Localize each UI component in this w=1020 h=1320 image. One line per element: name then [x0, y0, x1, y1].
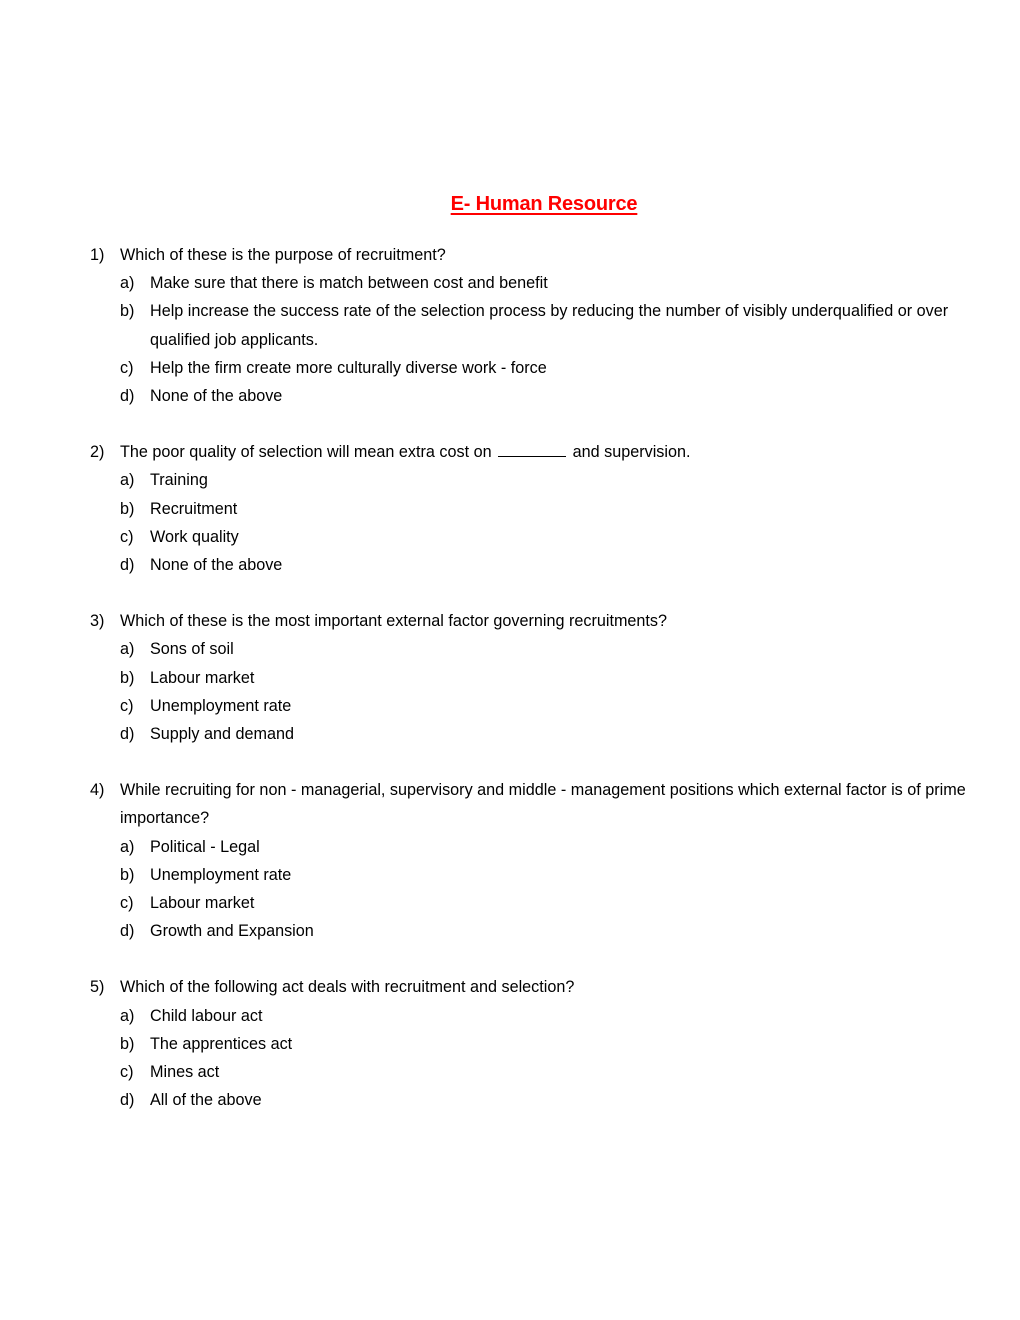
option-letter: a): [120, 640, 135, 659]
option-b: [90, 1030, 970, 1058]
option-text: Labour market: [150, 668, 255, 687]
option-list: [90, 833, 970, 946]
question-number: 4): [90, 781, 105, 800]
question-3: [90, 607, 970, 748]
question-4: [90, 776, 970, 945]
question-stem: [90, 438, 970, 466]
option-d: [90, 720, 970, 748]
option-c: [90, 1058, 970, 1086]
option-text: All of the above: [150, 1091, 262, 1110]
option-a: [90, 1002, 970, 1030]
option-list: [90, 466, 970, 579]
option-d: [90, 382, 970, 410]
question-number: 5): [90, 978, 105, 997]
question-stem: [90, 241, 970, 269]
option-text: Growth and Expansion: [150, 922, 314, 941]
option-text: Recruitment: [150, 499, 238, 518]
option-letter: b): [120, 668, 135, 687]
question-text: Which of these is the purpose of recruitment?: [120, 246, 446, 264]
option-text: Unemployment rate: [150, 865, 292, 884]
question-stem: [90, 776, 970, 832]
option-text: Sons of soil: [150, 640, 234, 659]
option-letter: a): [120, 274, 135, 293]
question-stem: [90, 973, 970, 1001]
option-letter: c): [120, 696, 134, 715]
option-b: [90, 297, 970, 353]
option-text: Child labour act: [150, 1006, 263, 1025]
option-d: [90, 551, 970, 579]
option-letter: b): [120, 1034, 135, 1053]
option-text: Political - Legal: [150, 837, 260, 856]
option-d: [90, 1086, 970, 1114]
question-text: Which of these is the most important external factor governing recruitments?: [120, 612, 668, 631]
option-text: Unemployment rate: [150, 696, 292, 715]
question-5: [90, 973, 970, 1114]
option-letter: c): [120, 358, 134, 377]
option-c: [90, 889, 970, 917]
option-letter: c): [120, 1063, 134, 1082]
question-stem: [90, 607, 970, 635]
question-2: [90, 438, 970, 579]
option-c: [90, 692, 970, 720]
question-text: Which of the following act deals with recruitment and selection?: [120, 978, 575, 997]
option-text: Help the firm create more culturally diverse work - force: [150, 358, 547, 377]
option-text: The apprentices act: [150, 1034, 293, 1053]
document-title: E- Human Resource: [450, 193, 638, 215]
option-b: [90, 664, 970, 692]
option-text: Supply and demand: [150, 725, 294, 744]
question-text: While recruiting for non - managerial, supervisory and middle - management positions which external factor is of prime importance?: [120, 781, 966, 828]
option-text: None of the above: [150, 387, 283, 406]
option-letter: c): [120, 527, 134, 546]
option-letter: a): [120, 837, 135, 856]
option-a: [90, 269, 970, 297]
option-a: [90, 635, 970, 663]
option-list: [90, 1002, 970, 1115]
question-1: [90, 241, 970, 410]
option-list: [90, 269, 970, 410]
question-text-after-blank: and supervision.: [572, 443, 691, 462]
option-letter: a): [120, 471, 135, 490]
option-letter: d): [120, 1091, 135, 1110]
option-letter: d): [120, 556, 135, 575]
option-letter: d): [120, 922, 135, 941]
option-c: [90, 354, 970, 382]
option-a: [90, 466, 970, 494]
option-b: [90, 861, 970, 889]
question-number: 3): [90, 612, 105, 631]
option-b: [90, 495, 970, 523]
question-list: [90, 241, 970, 1142]
option-text: Training: [150, 471, 208, 490]
option-text: Mines act: [150, 1063, 220, 1082]
question-text-before-blank: The poor quality of selection will mean extra cost on: [120, 443, 492, 462]
option-letter: c): [120, 894, 134, 913]
option-c: [90, 523, 970, 551]
question-number: 1): [90, 246, 105, 264]
option-letter: d): [120, 387, 135, 406]
option-letter: b): [120, 865, 135, 884]
option-letter: d): [120, 725, 135, 744]
option-text: None of the above: [150, 556, 283, 575]
option-list: [90, 635, 970, 748]
option-letter: b): [120, 302, 135, 321]
option-text: Help increase the success rate of the selection process by reducing the number of visibly underqualified or over qualified job applicants.: [150, 302, 949, 349]
option-text: Make sure that there is match between cost and benefit: [150, 274, 548, 293]
option-letter: a): [120, 1006, 135, 1025]
option-text: Labour market: [150, 894, 255, 913]
option-letter: b): [120, 499, 135, 518]
option-d: [90, 917, 970, 945]
fill-in-blank-line: [498, 442, 566, 457]
option-a: [90, 833, 970, 861]
question-number: 2): [90, 443, 105, 462]
option-text: Work quality: [150, 527, 239, 546]
